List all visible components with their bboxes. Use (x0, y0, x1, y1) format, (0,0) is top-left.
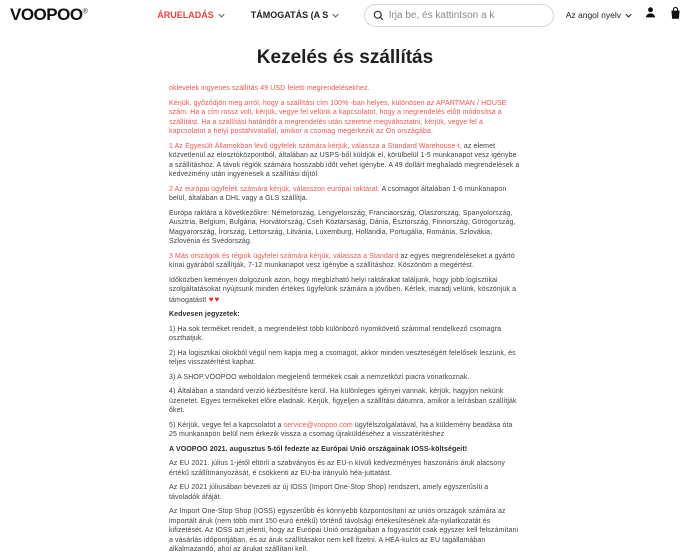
note-1: 1) Ha sok terméket rendelt, a megrendelést több különböző nyomkövető számmal rendelkező csomagra oszthatjuk. (169, 325, 502, 342)
language-label: Az angol nyelv (565, 10, 621, 20)
registered-mark: ® (82, 8, 88, 16)
eu-vat-paragraph-3: Az Import One-Stop Shop (IOSS) egyszerűbb és könnyebb központosítani az uniós országok számára az importált áruk (nem több mint 150 euró értékű) történő távolsági értékesítésének áfa-nyilatkozatát és kifizetését. Az IOSS azt jelenti, hogy az Európai Unió országaiban a fogyasztót csak egyszer kell felszámítani a vásárlás időpontjában, és az áruk szállításakor nem kell fizetni. A HÉA-kulcs az EU tagállamában alkalmazandó, ahol az árukat szállítani kell. (169, 508, 519, 553)
voopoo-logo[interactable] (10, 5, 87, 25)
nav-item-label: TÁMOGATÁS (A S (250, 10, 329, 20)
nav-item-label: ÁRUELADÁS (157, 10, 214, 20)
account-button[interactable] (644, 6, 657, 24)
language-selector[interactable] (566, 10, 632, 20)
logo-text: VOOPOO (10, 5, 83, 24)
meanwhile-paragraph: Időközben keményen dolgozunk azon, hogy megbízható helyi raktárakat találjunk, hogy jobb logisztikai szolgáltatásokat nyújtsunk minden értékes ügyfelünk számára a jövőben. Kérlek, maradj velünk, köszönjük a támogatást! ♥♥ (169, 276, 517, 304)
search-input[interactable] (389, 10, 545, 21)
search-icon (373, 10, 384, 21)
cart-button[interactable] (669, 6, 682, 25)
eu-vat-paragraph-1: Az EU 2021. július 1-jétől eltörli a szabványos és az EU-n kívüli kedvezményes haszonáris áruk alacsony értékű szállítmányozását, é csökkenti az EU-ba irányuló héa-juttatást. (169, 460, 505, 477)
user-icon (644, 6, 657, 24)
nav-item-arueladas[interactable] (157, 10, 225, 20)
shopping-bag-icon (669, 6, 682, 25)
other-regions-paragraph: 3 Más országok és régiók ügyfelei számára kérjük, válassza a Standard az egyes megrendeléseket a gyártó kínai gyárából szállítják, 7-12 munkanapot vesz igénybe a szállításhoz. Köszönöm a megértést. (169, 252, 515, 269)
nav-item-tamogatas[interactable] (251, 10, 340, 20)
note-3: 3) A SHOP.VOOPOO weboldalon megjelenő termékek csak a nemzetközi piacra vonatkoznak. (169, 373, 470, 381)
eu-warehouse-paragraph: 2 Az európai ügyfelek számára kérjük, válasszon európai raktárat. A csomagot általában 1-6 munkanapon belül, általában a DHL vagy a GLS szállítja. (169, 185, 507, 202)
support-email-link[interactable]: service@voopoo.com (283, 421, 353, 429)
chevron-down-icon (218, 10, 225, 20)
heart-icon: ♥♥ (208, 294, 221, 304)
chevron-down-icon (332, 10, 339, 20)
main-nav (157, 10, 339, 20)
note-4: 4) Általában a standard verzió kézbesítésre kerül. Ha különleges igényei vannak, kérjük, hagyjon nekünk üzenetet. Egyes termékeket előre eladnak. Kérjük, figyeljen a szállítási dátumra, amikor a leírásban szállítják őket. (169, 388, 517, 414)
search-box[interactable] (364, 4, 554, 27)
chevron-down-icon (625, 10, 632, 20)
note-2: 2) Ha logisztikai okokból végül nem kapja meg a csomagot, akkor minden veszteségért felelősek leszünk, és teljes visszatérítést kaphat. (169, 349, 516, 366)
ioss-heading: A VOOPOO 2021. augusztus 5-től fedezte az Európai Unió országainak IOSS-költségeit! (169, 445, 468, 453)
note-5: 5) Kérjük, vegye fel a kapcsolatot a service@voopoo.com ügyfélszolgálatával, ha a küldemény beadása óta 25 munkanapon belül nem érkezik vissza a csomag újraküldéséhez a visszatérítéshez (169, 421, 513, 438)
free-shipping-note: oklevelek ingyenes szállítás 49 USD feletti megrendelésekhez. (169, 85, 370, 92)
site-header (0, 0, 690, 30)
address-accuracy-paragraph: Kérjük, győződjön meg arról, hogy a szállítási cím 100% -ban helyes, különösen az APARTMAN / HOUSE szám. Ha a cím rossz volt, kérjük, vegye fel velünk a kapcsolatot, hogy a megrendelés előtt módosítsa a szállítást. Ha a szállítási határidőt a megrendelés után szeretné megváltoztatni, kérjük, vegye fel a kapcsolatot a helyi postahivatallal, amikor a csomag megérkezik az Ön országába. (169, 99, 507, 135)
us-warehouse-paragraph: 1 Az Egyesült Államokban lévő ügyfelek számára kérjük, válassza a Standard Warehouse-t, az elemet közvetlenül az elosztóközpontból, általában az USPS-ből küldjük el, körülbelül 1-5 munkanapot vesz igénybe a szállításhoz. A távoli régiók számára hosszabb időt vehet igénybe. A 49 dollárt meghaladó megrendelések a kedvezmény után ingyenesek a szállítási díjtól (169, 142, 520, 178)
page-title: Kezelés és szállítás (256, 47, 434, 68)
eu-vat-paragraph-2: Az EU 2021 júliusában bevezeti az új IOSS (Import One-Stop Shop) rendszert, amely egyszerűsíti a távoladók áfáját. (169, 484, 489, 501)
europe-countries-paragraph: Európa raktára a következőkre: Németország, Lengyelország, Franciaország, Olaszország, Spanyolország, Ausztria, Belgium, Bulgária, Horvátország, Cseh Köztársaság, Dánia, Észtország, Finnország, Görögország, Magyarország, Írország, Lettország, Litvánia, Luxemburg, Hollandia, Portugália, Románia, Szlovákia, Szlovénia és Svédország. (169, 209, 516, 245)
notes-heading: Kedvesen jegyzetek: (169, 311, 240, 318)
shipping-policy-content (169, 84, 521, 555)
